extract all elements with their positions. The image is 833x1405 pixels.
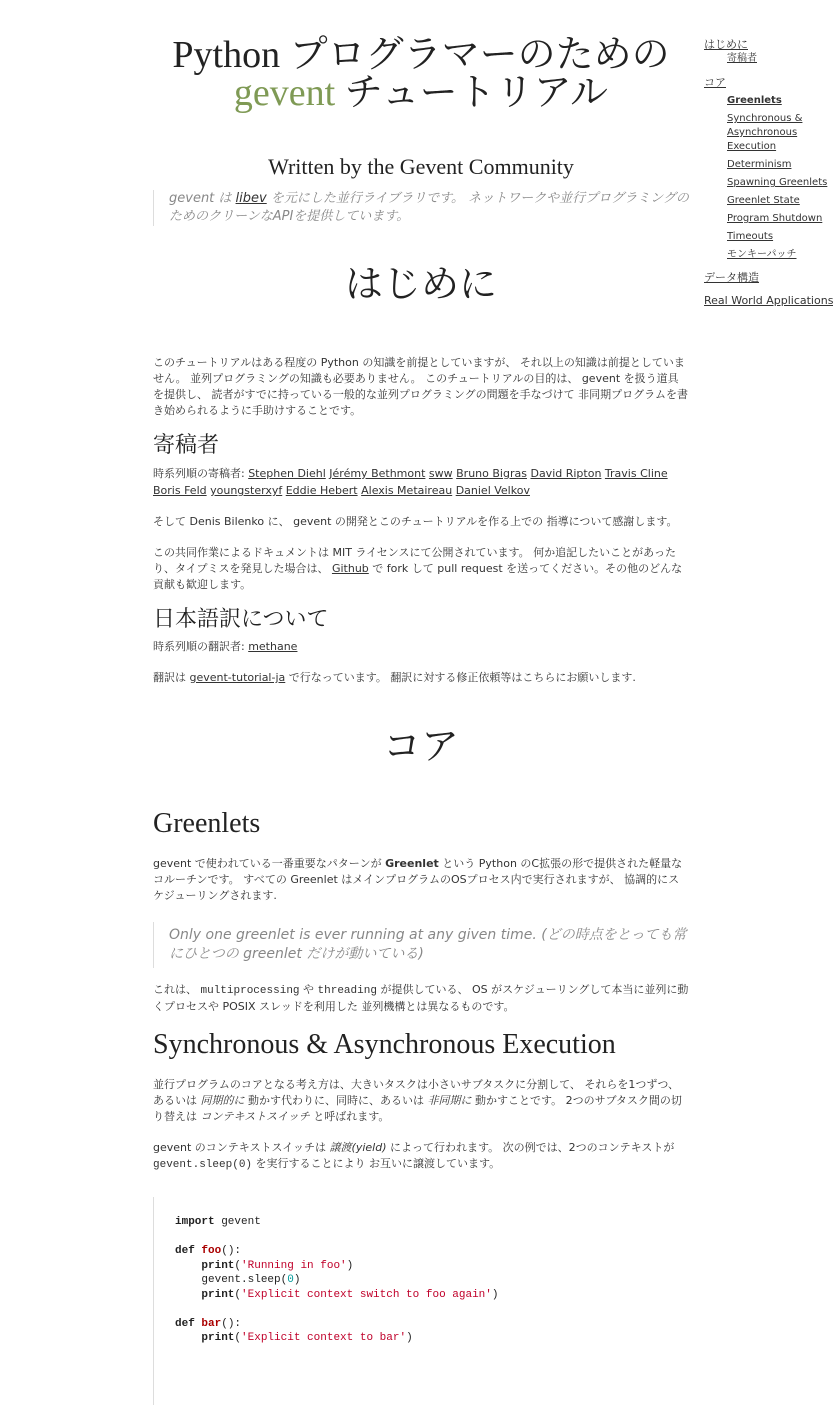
page-subtitle: Written by the Gevent Community (268, 154, 574, 179)
code-keyword: print (201, 1288, 235, 1301)
section-heading-core: コア (382, 724, 459, 768)
greenlets-text-suffix: という Python のC拡張の形で提供された軽量なコルーチンです。 すべての Greenlet はメインプログラムのOSプロセス内で実行されますが、 協調的にスケジューリングされます. (153, 857, 683, 902)
toc-item-spawning[interactable]: Spawning Greenlets (727, 177, 828, 188)
contributor-link[interactable]: Stephen Diehl (248, 467, 326, 480)
contributor-link[interactable]: Eddie Hebert (285, 484, 358, 497)
sync2-text: によって行われます。 次の例では、2つのコンテキストが (386, 1141, 675, 1154)
translation-heading: 日本語訳について (153, 607, 329, 632)
code-keyword: def (175, 1317, 195, 1330)
code-string: 'Explicit context switch to foo again' (241, 1288, 492, 1301)
contributors-label: 時系列順の寄稿者: (153, 467, 249, 480)
yield-emphasis: 譲渡(yield) (329, 1141, 387, 1154)
contributor-link[interactable]: youngsterxyf (210, 484, 283, 497)
comparison-paragraph (153, 982, 689, 1015)
toc-sync-line: Execution (727, 141, 777, 152)
translation-note-suffix: で行なっています。 翻訳に対する修正依頼等はこちらにお願いします. (285, 671, 636, 684)
code-keyword: print (201, 1332, 235, 1344)
contributor-link[interactable]: Alexis Metaireau (361, 484, 453, 497)
sync2-text: gevent のコンテキストスイッチは (153, 1141, 330, 1154)
title-accent: gevent (233, 72, 336, 114)
toc-item-intro[interactable]: はじめに (704, 38, 748, 51)
sync2-text: を実行することにより お互いに譲渡しています。 (252, 1157, 501, 1170)
sync-text: 動かす代わりに、同時に、あるいは (244, 1094, 428, 1107)
license-text-suffix: で fork して pull request を送ってください。その他のどんな貢献も歓迎します。 (153, 562, 683, 591)
sync-text: 動かすことです。 2つのサブタスク間の切り替えは (153, 1094, 682, 1123)
sync-paragraph-1 (153, 1077, 689, 1125)
contributors-heading: 寄稿者 (153, 433, 220, 458)
code-text: (): (221, 1245, 242, 1257)
contributor-link[interactable]: Jérémy Bethmont (329, 467, 426, 480)
intro-paragraph: このチュートリアルはある程度の Python の知識を前提としていますが、 それ以上の知識は前提としていません。 並列プログラミングの知識も必要ありません。 このチュートリアルの目的は、 gevent を扱う道具を提供し、 読者がすでに持っている一般的な並列プログラミングの問題を手なづけて 非同期プログラムを書き始められるように手助けすることです。 (153, 356, 688, 417)
toc-sync-line: Asynchronous (727, 127, 798, 138)
toc-item-data-structures[interactable]: データ構造 (704, 271, 759, 284)
toc-sync-line: Synchronous & (727, 113, 803, 124)
intro-text-prefix: gevent は (169, 191, 236, 206)
license-paragraph (153, 545, 689, 593)
contributor-link[interactable]: Daniel Velkov (455, 484, 530, 497)
contributor-link[interactable]: David Ripton (530, 467, 602, 480)
sync-text: 並行プログラムのコアとなる考え方は、大きいタスクは小さいサブタスクに分割して、 それらを1つずつ、あるいは (153, 1078, 679, 1107)
contributor-link[interactable]: sww (428, 467, 453, 480)
thanks-paragraph: そして Denis Bilenko に、 gevent の開発とこのチュートリアルを作る上での 指導について感謝します。 (153, 515, 678, 528)
github-link[interactable]: Github (331, 562, 369, 575)
code-example: import gevent def foo(): print('Running in foo') gevent.sleep(0) print('Explicit context switch to foo again') def bar(): print('Explicit context to bar') (153, 1197, 689, 1405)
comparison-text: や (299, 983, 318, 996)
greenlets-paragraph (153, 856, 689, 904)
greenlet-quote: Only one greenlet is ever running at any given time. (どの時点をとっても常にひとつの greenlet だけが動いている) (153, 922, 689, 968)
table-of-contents (704, 38, 833, 308)
toc-item-sync-async[interactable] (727, 112, 803, 154)
section-heading-intro: はじめに (344, 262, 497, 306)
sync-emphasis: 同期的に (200, 1094, 245, 1107)
toc-item-greenlets[interactable]: Greenlets (727, 95, 782, 106)
code-text: (): (221, 1317, 242, 1330)
toc-item-greenlet-state[interactable]: Greenlet State (727, 195, 800, 206)
greenlets-text-prefix: gevent で使われている一番重要なパターンが (153, 857, 386, 870)
toc-item-monkeypatching[interactable]: モンキーパッチ (727, 249, 797, 260)
contributor-link[interactable]: Bruno Bigras (456, 467, 527, 480)
code-number: 0 (287, 1274, 294, 1286)
code-text: gevent.sleep( (201, 1274, 288, 1286)
toc-item-timeouts[interactable]: Timeouts (727, 231, 774, 242)
main-content (153, 0, 689, 1405)
comparison-text: これは、 (153, 983, 201, 996)
async-emphasis: 非同期に (427, 1094, 472, 1107)
contributors-list (153, 465, 689, 499)
intro-blockquote (153, 190, 689, 226)
code-function-name: bar (201, 1317, 222, 1330)
page-title (153, 36, 689, 112)
greenlet-bold-term: Greenlet (385, 857, 439, 870)
threading-code: threading (317, 985, 377, 997)
code-function-name: foo (201, 1245, 222, 1257)
code-string: 'Running in foo' (241, 1259, 347, 1272)
toc-item-determinism[interactable]: Determinism (727, 159, 792, 170)
multiprocessing-code: multiprocessing (200, 985, 300, 997)
code-string: 'Explicit context to bar' (241, 1332, 407, 1344)
sync-paragraph-2 (153, 1140, 689, 1173)
libev-link[interactable]: libev (235, 191, 267, 206)
code-text: gevent (214, 1216, 261, 1228)
sync-text: と呼ばれます。 (309, 1110, 390, 1123)
translation-note (153, 670, 689, 686)
code-keyword: import (175, 1216, 215, 1228)
sync-async-heading: Synchronous & Asynchronous Execution (153, 1029, 616, 1060)
contributor-link[interactable]: Boris Feld (153, 484, 207, 497)
license-text-prefix: この共同作業によるドキュメントは MIT ライセンスにて公開されています。 何か追記したいことがあったり、タイプミスを発見した場合は、 (153, 546, 676, 575)
toc-item-contributors[interactable]: 寄稿者 (727, 53, 757, 64)
code-keyword: print (201, 1259, 235, 1272)
title-line2: チュートリアル (335, 72, 609, 114)
comparison-text: が提供している、 OS がスケジューリングして本当に並列に動くプロセスや POSIX スレッドを利用した 並列機構とは異なるものです。 (153, 983, 689, 1013)
title-line1: Python プログラマーのための (172, 34, 670, 76)
translation-note-prefix: 翻訳は (153, 671, 190, 684)
gevent-tutorial-ja-link[interactable]: gevent-tutorial-ja (189, 671, 286, 684)
toc-item-real-world[interactable]: Real World Applications (704, 294, 833, 307)
toc-item-program-shutdown[interactable]: Program Shutdown (727, 213, 823, 224)
context-switch-emphasis: コンテキストスイッチ (200, 1110, 310, 1123)
gevent-sleep-code: gevent.sleep(0) (153, 1159, 253, 1171)
translator-label: 時系列順の翻訳者: (153, 640, 249, 653)
toc-item-core[interactable]: コア (704, 76, 726, 89)
code-keyword: def (175, 1245, 195, 1257)
translator-link[interactable]: methane (248, 640, 298, 653)
contributor-link[interactable]: Travis Cline (604, 467, 668, 480)
intro-text-suffix: を元にした並行ライブラリです。 ネットワークや並行プログラミングのためのクリーンなAPIを提供しています。 (169, 191, 689, 224)
translator-line (153, 639, 689, 655)
greenlets-heading: Greenlets (153, 808, 261, 839)
